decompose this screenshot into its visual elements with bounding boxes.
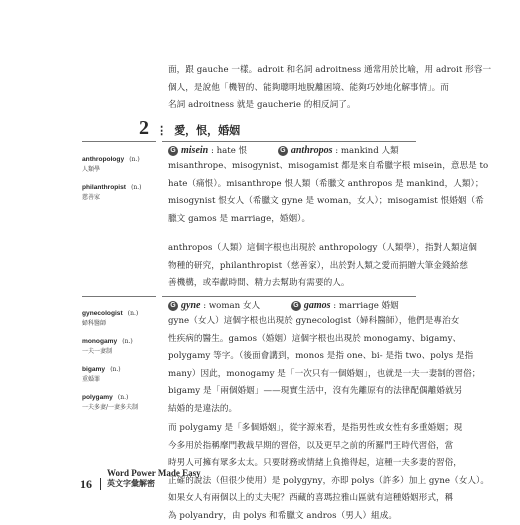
section-title: 愛，恨，婚姻 [174,124,240,137]
text-line: 而 polygamy 是「多個婚姻」，從字源來看，是指男性或女性有多重婚姻；現 [168,420,489,438]
section-heading [139,117,240,140]
book-title-en: Word Power Made Easy [107,468,201,478]
text-line: hate（痛恨）。misanthrope 恨人類（希臘文 anthropos 是 mankind，人類）； [168,176,488,194]
text-line: 時男人可擁有眾多太太。只要財務或情緒上負擔得起，這種一夫多妻的習俗， [168,455,489,473]
root-entry [278,146,399,156]
text-line: 結婚的是違法的。 [168,401,480,419]
text-line: bigamy 是「兩個婚姻」——現實生活中，沒有先離原有的法律配偶離婚就另 [168,383,480,401]
sidebar-vocab-group [82,146,142,202]
root-row [168,300,399,312]
sidebar-vocab-group [82,300,138,412]
section-divider [82,296,156,297]
sidebar-gloss: 一夫多妻/一妻多夫制 [82,403,138,412]
root-entry [168,146,250,156]
text-line: polygamy 等字。（後面會講到，monos 是指 one、bi- 是指 two、polys 是指 [168,348,480,366]
root-meaning: : mankind 人類 [335,146,398,156]
text-line: misogynist 恨女人（希臘文 gyne 是 woman，女人）；misogamist 恨婚姻（希 [168,193,488,211]
sidebar-entry [82,384,138,412]
sidebar-gloss: 人類學 [82,165,142,174]
text-line: 個人，是說他「機智的、能夠聰明地脫離困境、能夠巧妙地化解事情」。而 [168,80,491,98]
sidebar-gloss: 慈善家 [82,193,142,202]
text-line: misanthrope、misogynist、misogamist 都是來自希臘字根 misein，意思是 to [168,158,488,176]
section-number: 2 [139,117,149,139]
root-meaning: : woman 女人 [203,301,260,311]
root-meaning: : marriage 婚姻 [333,301,399,311]
page-number: 16 [80,477,92,492]
text-line: many）因此，monogamy 是「一次只有一個婚姻」，也就是一夫一妻制的習俗； [168,366,480,384]
text-line: 如果女人有兩個以上的丈夫呢？西藏的喜瑪拉雅山區就有這種婚姻形式，稱 [168,490,489,508]
sidebar-gloss: 重婚罪 [82,375,138,384]
sidebar-term: anthropology [82,156,124,163]
sidebar-term: gynecologist [82,310,123,317]
sidebar-entry [82,328,138,356]
sidebar-gloss: 婦科醫師 [82,319,138,328]
sidebar-pos: (n.) [118,394,128,401]
paragraph [168,240,477,293]
root-word: anthropos [291,145,333,156]
sidebar-entry [82,146,142,174]
sidebar-entry [82,356,138,384]
paragraph [168,420,489,525]
root-row [168,145,399,157]
section-separator: ⋮ [156,124,167,137]
root-meaning: : hate 恨 [211,146,247,156]
text-line: 善機構，或奉獻時間、精力去幫助有需要的人。 [168,275,477,293]
sidebar-term: monogamy [82,338,117,345]
footer-divider [100,478,101,490]
root-word: gamos [304,300,331,311]
sidebar-term: philanthropist [82,184,126,191]
greek-origin-icon: G [278,146,288,156]
intro-paragraph [168,62,491,115]
text-line: 物種的研究，philanthropist（慈善家），出於對人類之愛而捐贈大筆金錢給慈 [168,258,477,276]
paragraph [168,313,480,418]
text-line: 臘文 gamos 是 marriage，婚姻）。 [168,211,488,229]
sidebar-pos: (n.) [128,310,138,317]
sidebar-pos: (n.) [131,184,141,191]
sidebar-pos: (n.) [110,366,120,373]
greek-origin-icon: G [168,146,178,156]
root-word: misein [181,145,208,156]
root-word: gyne [181,300,200,311]
sidebar-gloss: 一夫一妻制 [82,347,138,356]
section-divider [82,141,156,142]
greek-origin-icon: G [168,301,178,311]
section-divider [162,141,416,142]
paragraph [168,158,488,228]
text-line: 今多用於指稱摩門教裁早期的習俗，以及更早之前的所羅門王時代習俗，當 [168,438,489,456]
sidebar-entry [82,174,142,202]
text-line: 面，跟 gauche 一樣。adroit 和名詞 adroitness 通常用於比喻，用 adroit 形容一 [168,62,491,80]
book-title-zh: 英文字彙解密 [107,478,201,489]
greek-origin-icon: G [291,301,301,311]
sidebar-pos: (n.) [129,156,139,163]
sidebar-pos: (n.) [122,338,132,345]
text-line: 性疾病的醫生。gamos（婚姻）這個字根也出現於 monogamy、bigamy、 [168,331,480,349]
sidebar-entry [82,300,138,328]
root-entry [291,301,399,311]
text-line: 為 polyandry，由 polys 和希臘文 andros（男人）組成。 [168,508,489,525]
text-line: 名詞 adroitness 就是 gaucherie 的相反詞了。 [168,97,491,115]
sidebar-term: bigamy [82,366,105,373]
root-entry [168,301,263,311]
text-line: 正確的說法（但很少使用）是 polygyny，亦即 polys（許多）加上 gyne（女人）。 [168,473,489,491]
sidebar-term: polygamy [82,394,113,401]
text-line: anthropos（人類）這個字根也出現於 anthropology（人類學），指對人類這個 [168,240,477,258]
text-line: gyne（女人）這個字根也出現於 gynecologist（婦科醫師），他們是專治女 [168,313,480,331]
section-divider [162,296,416,297]
